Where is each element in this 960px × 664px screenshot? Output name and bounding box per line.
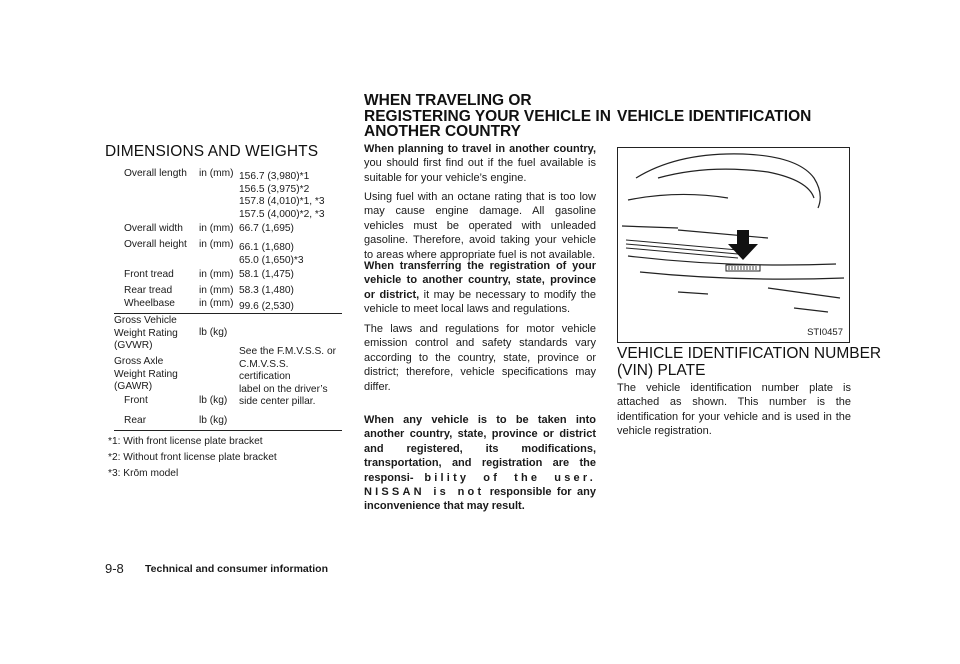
footnote: *1: With front license plate bracket bbox=[108, 436, 263, 447]
row-unit: in (mm) bbox=[199, 269, 234, 280]
travel-paragraph-3 bbox=[364, 259, 596, 317]
gvwr-label: Gross Vehicle Weight Rating (GVWR) bbox=[114, 315, 178, 352]
travel-paragraph-4: The laws and regulations for motor vehicle emission control and safety standards vary according to the country, state, province or district; therefore, vehicle specifications may differ. bbox=[364, 323, 596, 393]
travel-paragraph-1 bbox=[364, 142, 596, 185]
row-value: 58.3 (1,480) bbox=[239, 285, 294, 296]
row-label: Rear tread bbox=[124, 285, 173, 296]
weight-note: See the F.M.V.S.S. or C.M.V.S.S. certification label on the driver’s side center pillar. bbox=[239, 346, 337, 408]
footnote: *2: Without front license plate bracket bbox=[108, 452, 277, 463]
vin-plate-text: The vehicle identification number plate is attached as shown. This number is the identification for your vehicle and is used in the vehicle registration. bbox=[617, 382, 851, 438]
dimensions-heading: DIMENSIONS AND WEIGHTS bbox=[105, 143, 319, 160]
front-unit: lb (kg) bbox=[199, 395, 228, 406]
bold-lead: When transferring the registration of your vehicle to another country, state, province or district, bbox=[364, 260, 596, 301]
paragraph-text: you should first find out if the fuel available is suitable for your vehicle’s engine. bbox=[364, 157, 596, 184]
row-label: Overall length bbox=[124, 168, 187, 179]
warning-text: responsible for any inconvenience that may result. bbox=[364, 486, 596, 513]
vin-location-figure bbox=[617, 147, 850, 343]
vin-plate-heading: VEHICLE IDENTIFICATION NUMBER (VIN) PLATE bbox=[617, 345, 882, 379]
row-label: Front tread bbox=[124, 269, 174, 280]
vin-plate-illustration bbox=[618, 148, 849, 342]
row-value: 66.1 (1,680) 65.0 (1,650)*3 bbox=[239, 242, 304, 266]
rear-label: Rear bbox=[124, 415, 147, 426]
table-divider bbox=[114, 313, 342, 314]
figure-code: STI0457 bbox=[807, 327, 843, 338]
row-unit: in (mm) bbox=[199, 239, 234, 250]
gawr-label: Gross Axle Weight Rating (GAWR) bbox=[114, 356, 178, 393]
row-label: Overall height bbox=[124, 239, 187, 250]
rear-unit: lb (kg) bbox=[199, 415, 228, 426]
warning-text: bility of the user. NISSAN is not bbox=[364, 471, 596, 499]
row-unit: in (mm) bbox=[199, 298, 234, 309]
travel-paragraph-5 bbox=[364, 413, 596, 514]
front-label: Front bbox=[124, 395, 148, 406]
table-divider bbox=[114, 430, 342, 431]
row-value: 66.7 (1,695) bbox=[239, 223, 294, 234]
row-value: 58.1 (1,475) bbox=[239, 269, 294, 280]
row-value: 99.6 (2,530) bbox=[239, 301, 294, 312]
row-value: 156.7 (3,980)*1 156.5 (3,975)*2 157.8 (4,010)*1, *3 157.5 (4,000)*2, *3 bbox=[239, 171, 325, 220]
vehicle-id-heading: VEHICLE IDENTIFICATION bbox=[617, 108, 812, 125]
row-label: Wheelbase bbox=[124, 298, 175, 309]
bold-lead: When planning to travel in another country, bbox=[364, 143, 596, 155]
section-title: Technical and consumer information bbox=[145, 563, 329, 575]
row-label: Overall width bbox=[124, 223, 183, 234]
page-number: 9-8 bbox=[105, 561, 124, 576]
travel-paragraph-2: Using fuel with an octane rating that is too low may cause engine damage. All gasoline vehicles must be operated with unleaded gasoline. Therefore, avoid taking your vehicle to areas where appropriate fuel is not available. bbox=[364, 191, 596, 261]
row-unit: in (mm) bbox=[199, 168, 234, 179]
row-unit: in (mm) bbox=[199, 223, 234, 234]
row-unit: in (mm) bbox=[199, 285, 234, 296]
paragraph-text: it may be necessary to modify the vehicle to meet local laws and regulations. bbox=[364, 288, 596, 316]
warning-text: When any vehicle is to be taken into another country, state, province or district and registered, its modifications, transportation, and registration are the responsi- bbox=[364, 414, 596, 484]
gvwr-unit: lb (kg) bbox=[199, 327, 228, 338]
footnote: *3: Krōm model bbox=[108, 468, 179, 479]
travel-heading: WHEN TRAVELING OR REGISTERING YOUR VEHICLE IN ANOTHER COUNTRY bbox=[364, 92, 611, 140]
